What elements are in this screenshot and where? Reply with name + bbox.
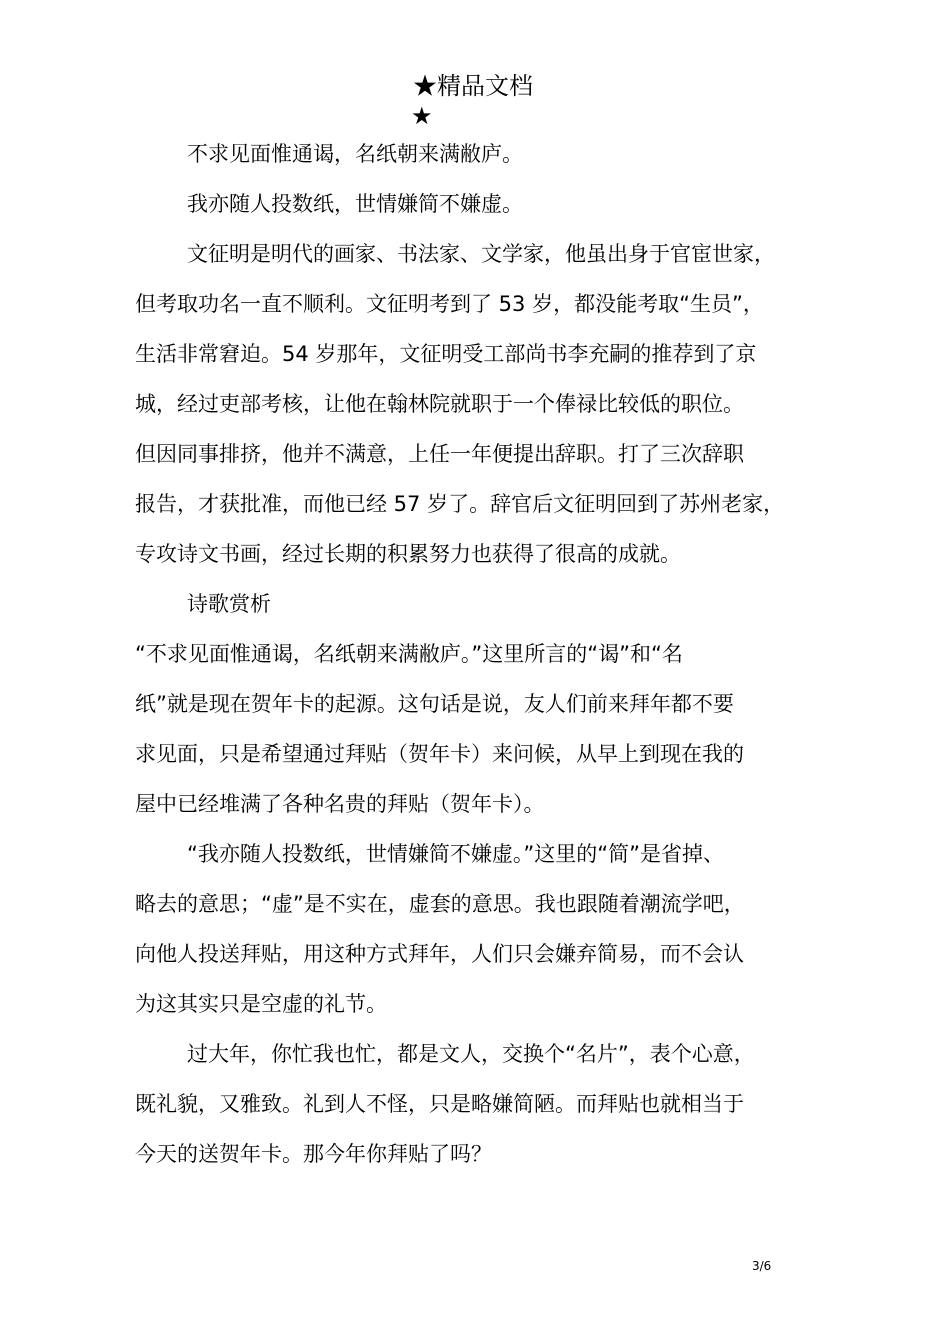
header-title: ★精品文档 (413, 72, 533, 100)
paragraph-line: 略去的意思；“虚”是不实在，虚套的意思。我也跟随着潮流学吧， (135, 892, 745, 916)
paragraph-line: “不求见面惟通谒，名纸朝来满敝庐。”这里所言的“谒”和“名 (135, 642, 683, 666)
paragraph-line: 生活非常窘迫。54 岁那年，文征明受工部尚书李充嗣的推荐到了京 (135, 342, 757, 366)
paragraph-line: 专攻诗文书画，经过长期的积累努力也获得了很高的成就。 (135, 542, 681, 566)
paragraph-line: 但考取功名一直不顺利。文征明考到了 53 岁，都没能考取“生员”， (135, 292, 764, 316)
poem-line-2: 我亦随人投数纸，世情嫌简不嫌虚。 (187, 192, 523, 216)
paragraph-line: 既礼貌，又雅致。礼到人不怪，只是略嫌简陋。而拜贴也就相当于 (135, 1092, 744, 1116)
paragraph-line: 但因同事排挤，他并不满意，上任一年便提出辞职。打了三次辞职 (135, 442, 744, 466)
paragraph-line: 为这其实只是空虚的礼节。 (135, 992, 387, 1016)
paragraph-line: 向他人投送拜贴，用这种方式拜年，人们只会嫌弃简易，而不会认 (135, 942, 744, 966)
paragraph-line: 报告，才获批准，而他已经 57 岁了。辞官后文征明回到了苏州老家， (135, 492, 785, 516)
header-star: ★ (411, 102, 433, 130)
paragraph-line: 城，经过吏部考核，让他在翰林院就职于一个俸禄比较低的职位。 (135, 392, 744, 416)
paragraph-line: 今天的送贺年卡。那今年你拜贴了吗？ (135, 1142, 492, 1166)
paragraph-line: 求见面，只是希望通过拜贴（贺年卡）来问候，从早上到现在我的 (135, 742, 744, 766)
page-number: 3/6 (752, 1259, 772, 1273)
paragraph-line: 纸”就是现在贺年卡的起源。这句话是说，友人们前来拜年都不要 (135, 692, 734, 716)
poem-line-1: 不求见面惟通谒，名纸朝来满敝庐。 (187, 142, 523, 166)
section-heading: 诗歌赏析 (187, 592, 271, 616)
paragraph-line: 过大年，你忙我也忙，都是文人，交换个“名片”，表个心意， (187, 1042, 755, 1066)
paragraph-line: 屋中已经堆满了各种名贵的拜贴（贺年卡）。 (135, 792, 545, 816)
paragraph-line: “我亦随人投数纸，世情嫌简不嫌虚。”这里的“简”是省掉、 (187, 842, 725, 866)
paragraph-line: 文征明是明代的画家、书法家、文学家，他虽出身于官宦世家， (187, 242, 775, 266)
